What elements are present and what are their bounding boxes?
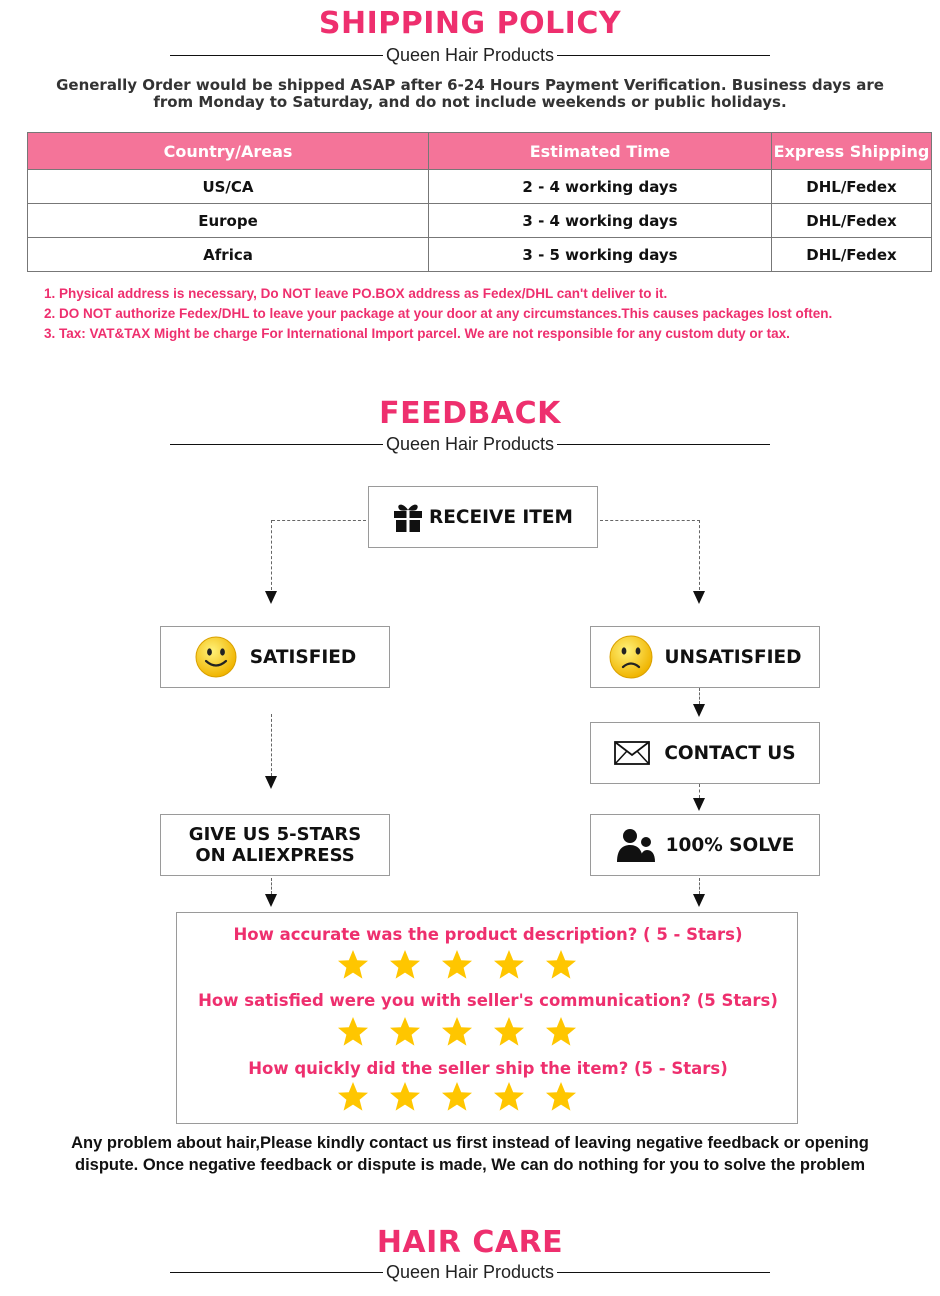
ratings-box: [176, 912, 798, 1124]
shipping-intro: Generally Order would be shipped ASAP after 6-24 Hours Payment Verification. Business days are from Monday to Saturday, and do not include weekends or public holidays.: [56, 76, 884, 111]
receive-item-label: RECEIVE ITEM: [429, 506, 573, 528]
solve-label: 100% SOLVE: [665, 834, 795, 856]
star-icon: [337, 1081, 369, 1113]
give-five-stars-step: [160, 814, 390, 876]
hair-care-subtitle-row: [170, 1262, 770, 1282]
note-item: 3. Tax: VAT&TAX Might be charge For International Import parcel. We are not responsible for any custom duty or tax.: [44, 326, 790, 341]
gift-icon: [393, 501, 423, 533]
shipping-subtitle: Queen Hair Products: [385, 44, 555, 65]
star-icon: [493, 1081, 525, 1113]
header-express-shipping: Express Shipping: [772, 133, 932, 170]
rating-question: How quickly did the seller ship the item? (5 - Stars): [248, 1059, 728, 1078]
divider-line: [170, 444, 383, 445]
shipping-table: [27, 132, 932, 272]
divider-line: [557, 444, 770, 445]
star-icon: [389, 1016, 421, 1048]
header-estimated-time: Estimated Time: [429, 133, 772, 170]
shipping-notes: [44, 284, 934, 344]
satisfied-label: SATISFIED: [249, 646, 357, 668]
solve-step: [590, 814, 820, 876]
cell-carrier: DHL/Fedex: [772, 238, 932, 272]
star-icon: [545, 1081, 577, 1113]
note-item: 1. Physical address is necessary, Do NOT leave PO.BOX address as Fedex/DHL can't deliver to it.: [44, 286, 668, 301]
connector-line: [699, 520, 700, 590]
feedback-subtitle: Queen Hair Products: [385, 433, 555, 454]
closing-line: Any problem about hair,Please kindly contact us first instead of leaving negative feedback or opening: [71, 1134, 869, 1152]
rating-question: How accurate was the product description? ( 5 - Stars): [233, 925, 743, 944]
star-icon: [545, 949, 577, 981]
arrow-down-icon: [693, 591, 705, 604]
divider-line: [557, 1272, 770, 1273]
contact-us-step: [590, 722, 820, 784]
arrow-down-icon: [693, 704, 705, 717]
sad-face-icon: [608, 634, 654, 680]
divider-line: [170, 1272, 383, 1273]
connector-line: [271, 878, 272, 894]
connector-line: [272, 520, 366, 521]
cell-country: Europe: [28, 204, 429, 238]
star-icon: [545, 1016, 577, 1048]
star-icon: [493, 949, 525, 981]
users-icon: [616, 828, 656, 862]
cell-time: 3 - 4 working days: [429, 204, 772, 238]
divider-line: [557, 55, 770, 56]
cell-carrier: DHL/Fedex: [772, 170, 932, 204]
arrow-down-icon: [265, 591, 277, 604]
envelope-icon: [614, 741, 650, 765]
header-country: Country/Areas: [28, 133, 429, 170]
receive-item-step: [368, 486, 598, 548]
happy-face-icon: [194, 635, 238, 679]
feedback-subtitle-row: [170, 434, 770, 454]
shipping-subtitle-row: [170, 45, 770, 65]
arrow-down-icon: [265, 894, 277, 907]
arrow-down-icon: [265, 776, 277, 789]
contact-us-label: CONTACT US: [664, 742, 796, 764]
arrow-down-icon: [693, 798, 705, 811]
unsatisfied-step: [590, 626, 820, 688]
connector-line: [699, 688, 700, 704]
rating-question: How satisfied were you with seller's communication? (5 Stars): [198, 991, 778, 1010]
star-icon: [389, 1081, 421, 1113]
shipping-policy-title: SHIPPING POLICY: [318, 6, 622, 41]
divider-line: [170, 55, 383, 56]
star-rating: [337, 1016, 577, 1048]
connector-line: [699, 784, 700, 798]
give-stars-line1: GIVE US 5-STARS: [188, 824, 362, 845]
table-row: [28, 204, 932, 238]
feedback-closing-note: [20, 1132, 920, 1176]
connector-line: [600, 520, 700, 521]
star-icon: [337, 1016, 369, 1048]
star-icon: [441, 1016, 473, 1048]
note-item: 2. DO NOT authorize Fedex/DHL to leave your package at your door at any circumstances.This causes packages lost often.: [44, 306, 833, 321]
unsatisfied-label: UNSATISFIED: [664, 646, 802, 668]
table-row: [28, 170, 932, 204]
star-rating: [337, 1081, 577, 1113]
satisfied-step: [160, 626, 390, 688]
feedback-title: FEEDBACK: [379, 396, 561, 431]
star-icon: [493, 1016, 525, 1048]
table-row: [28, 238, 932, 272]
star-icon: [441, 949, 473, 981]
arrow-down-icon: [693, 894, 705, 907]
star-icon: [337, 949, 369, 981]
cell-carrier: DHL/Fedex: [772, 204, 932, 238]
give-stars-line2: ON ALIEXPRESS: [195, 845, 355, 866]
connector-line: [699, 878, 700, 894]
cell-country: Africa: [28, 238, 429, 272]
cell-time: 3 - 5 working days: [429, 238, 772, 272]
hair-care-subtitle: Queen Hair Products: [385, 1261, 555, 1282]
closing-line: dispute. Once negative feedback or dispute is made, We can do nothing for you to solve the problem: [75, 1156, 865, 1174]
connector-line: [271, 714, 272, 776]
cell-time: 2 - 4 working days: [429, 170, 772, 204]
connector-line: [271, 520, 272, 590]
hair-care-title: HAIR CARE: [376, 1225, 564, 1260]
star-icon: [441, 1081, 473, 1113]
star-rating: [337, 949, 577, 981]
star-icon: [389, 949, 421, 981]
table-header-row: [28, 133, 932, 170]
cell-country: US/CA: [28, 170, 429, 204]
